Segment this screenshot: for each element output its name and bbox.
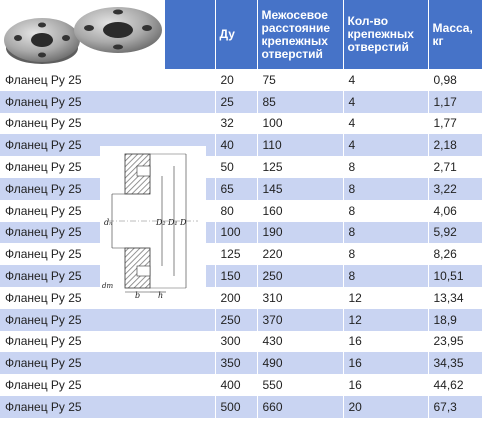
cell-name: Фланец Ру 25 (0, 265, 215, 287)
label-dm: dm (102, 282, 114, 290)
cell-mass: 1,17 (428, 91, 482, 113)
flange-drawing (100, 146, 206, 298)
flange-section-svg (100, 146, 206, 298)
cell-distance: 85 (257, 91, 343, 113)
cell-distance: 310 (257, 287, 343, 309)
cell-holes: 16 (343, 331, 428, 353)
label-d: D (180, 218, 187, 227)
cell-distance: 75 (257, 69, 343, 91)
column-header-du: Ду (215, 0, 257, 69)
cell-du: 250 (215, 309, 257, 331)
cell-du: 200 (215, 287, 257, 309)
table-row (0, 287, 482, 309)
table-row (0, 200, 482, 222)
label-b: b (135, 291, 141, 298)
flange-photo-cell (0, 0, 215, 69)
cell-du: 150 (215, 265, 257, 287)
cell-distance: 110 (257, 134, 343, 156)
cell-du: 500 (215, 396, 257, 418)
cell-mass: 0,98 (428, 69, 482, 91)
table-row (0, 222, 482, 244)
cell-holes: 16 (343, 374, 428, 396)
table-row (0, 156, 482, 178)
cell-distance: 660 (257, 396, 343, 418)
table-row (0, 396, 482, 418)
cell-du: 100 (215, 222, 257, 244)
cell-mass: 10,51 (428, 265, 482, 287)
cell-distance: 430 (257, 331, 343, 353)
cell-holes: 4 (343, 134, 428, 156)
cell-distance: 370 (257, 309, 343, 331)
cell-name: Фланец Ру 25 (0, 287, 215, 309)
cell-name: Фланец Ру 25 (0, 178, 215, 200)
cell-name: Фланец Ру 25 (0, 243, 215, 265)
cell-holes: 8 (343, 156, 428, 178)
cell-mass: 2,18 (428, 134, 482, 156)
cell-distance: 145 (257, 178, 343, 200)
cell-name: Фланец Ру 25 (0, 309, 215, 331)
cell-name: Фланец Ру 25 (0, 222, 215, 244)
table-row (0, 113, 482, 135)
cell-name: Фланец Ру 25 (0, 200, 215, 222)
table-row (0, 178, 482, 200)
cell-du: 80 (215, 200, 257, 222)
cell-distance: 490 (257, 352, 343, 374)
label-d2: D₂ (156, 218, 166, 227)
label-d1: D₁ (168, 218, 178, 227)
cell-distance: 250 (257, 265, 343, 287)
cell-holes: 8 (343, 265, 428, 287)
cell-distance: 160 (257, 200, 343, 222)
cell-name: Фланец Ру 25 (0, 113, 215, 135)
label-d-inner: dₙ (104, 218, 113, 227)
cell-mass: 44,62 (428, 374, 482, 396)
cell-du: 125 (215, 243, 257, 265)
cell-name: Фланец Ру 25 (0, 352, 215, 374)
cell-name: Фланец Ру 25 (0, 91, 215, 113)
cell-mass: 5,92 (428, 222, 482, 244)
table-body (0, 69, 482, 418)
cell-du: 65 (215, 178, 257, 200)
cell-distance: 220 (257, 243, 343, 265)
cell-mass: 13,34 (428, 287, 482, 309)
cell-holes: 8 (343, 200, 428, 222)
cell-name: Фланец Ру 25 (0, 374, 215, 396)
cell-mass: 2,71 (428, 156, 482, 178)
cell-distance: 100 (257, 113, 343, 135)
cell-holes: 20 (343, 396, 428, 418)
cell-mass: 3,22 (428, 178, 482, 200)
table-row (0, 69, 482, 91)
cell-du: 50 (215, 156, 257, 178)
cell-distance: 190 (257, 222, 343, 244)
cell-du: 20 (215, 69, 257, 91)
cell-holes: 12 (343, 309, 428, 331)
cell-mass: 1,77 (428, 113, 482, 135)
table-row (0, 91, 482, 113)
cell-distance: 125 (257, 156, 343, 178)
table-row (0, 134, 482, 156)
cell-du: 350 (215, 352, 257, 374)
cell-du: 300 (215, 331, 257, 353)
table-row (0, 352, 482, 374)
cell-holes: 8 (343, 222, 428, 244)
column-header-mass: Масса, кг (428, 0, 482, 69)
cell-holes: 8 (343, 243, 428, 265)
table-row (0, 331, 482, 353)
cell-du: 400 (215, 374, 257, 396)
cell-du: 40 (215, 134, 257, 156)
cell-mass: 8,26 (428, 243, 482, 265)
cell-holes: 16 (343, 352, 428, 374)
cell-mass: 67,3 (428, 396, 482, 418)
column-header-holes: Кол-во крепежных отверстий (343, 0, 428, 69)
cell-holes: 8 (343, 178, 428, 200)
table-header (0, 0, 482, 69)
cell-holes: 4 (343, 113, 428, 135)
table-row (0, 265, 482, 287)
cell-name: Фланец Ру 25 (0, 134, 215, 156)
cell-mass: 18,9 (428, 309, 482, 331)
cell-du: 25 (215, 91, 257, 113)
table-row (0, 243, 482, 265)
label-h: h (158, 291, 164, 298)
cell-mass: 23,95 (428, 331, 482, 353)
cell-du: 32 (215, 113, 257, 135)
cell-holes: 12 (343, 287, 428, 309)
table-row (0, 309, 482, 331)
cell-name: Фланец Ру 25 (0, 396, 215, 418)
cell-name: Фланец Ру 25 (0, 69, 215, 91)
table-row (0, 374, 482, 396)
cell-distance: 550 (257, 374, 343, 396)
cell-mass: 4,06 (428, 200, 482, 222)
column-header-distance: Межосевое расстояние крепежных отверстий (257, 0, 343, 69)
flange-photo (0, 0, 215, 69)
cell-mass: 34,35 (428, 352, 482, 374)
cell-holes: 4 (343, 91, 428, 113)
cell-name: Фланец Ру 25 (0, 156, 215, 178)
cell-holes: 4 (343, 69, 428, 91)
cell-name: Фланец Ру 25 (0, 331, 215, 353)
